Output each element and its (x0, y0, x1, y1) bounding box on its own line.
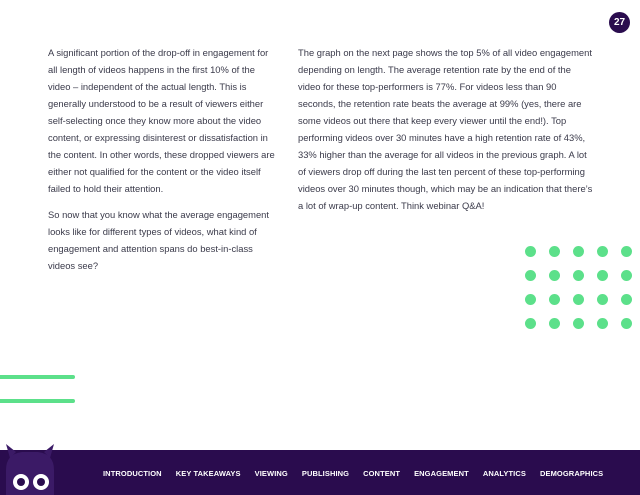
dot (573, 294, 584, 305)
nav-publishing[interactable]: PUBLISHING (301, 469, 350, 478)
dot (621, 318, 632, 329)
dot (549, 318, 560, 329)
dot (621, 294, 632, 305)
dot (597, 294, 608, 305)
dot (621, 246, 632, 257)
decorative-green-bar (0, 399, 75, 403)
nav-viewing[interactable]: VIEWING (254, 469, 288, 478)
left-text-column (48, 44, 278, 283)
dot (621, 270, 632, 281)
dot (597, 246, 608, 257)
nav-content[interactable]: CONTENT (363, 469, 401, 478)
dot (549, 294, 560, 305)
dot (573, 270, 584, 281)
right-text-column (298, 44, 594, 223)
dot (525, 270, 536, 281)
decorative-green-bar (0, 375, 75, 379)
dot (525, 294, 536, 305)
dot (549, 270, 560, 281)
right-paragraph-1: The graph on the next page shows the top 5% of all video engagement depending on length. The average retention rate by the end of the video for these top-performers is 77%. For videos less than 90 seconds, the retention rate beats the average at 99% (yes, there are some videos out there that keep every viewer until the end!). Top performing videos over 30 minutes have a high retention rate of 43%, 33% higher than the average for all videos in the previous graph. A lot of viewers drop off during the last ten percent of these top-performing videos over 30 minutes though, which may be an indication that there’s a lot of wrap-up content. Think webinar Q&A! (298, 47, 593, 211)
dot (549, 246, 560, 257)
dot (525, 246, 536, 257)
nav-engagement[interactable]: ENGAGEMENT (414, 469, 469, 478)
page-number-badge: 27 (609, 12, 630, 33)
nav-key-takeaways[interactable]: KEY TAKEAWAYS (175, 469, 241, 478)
nav-demographics[interactable]: DEMOGRAPHICS (539, 469, 604, 478)
dot (525, 318, 536, 329)
footer-nav (103, 469, 603, 478)
nav-introduction[interactable]: INTRODUCTION (103, 469, 162, 478)
dot (573, 246, 584, 257)
dot (597, 318, 608, 329)
nav-analytics[interactable]: ANALYTICS (482, 469, 526, 478)
dot (573, 318, 584, 329)
left-paragraph-1: A significant portion of the drop-off in engagement for all length of videos happens in the first 10% of the video – independent of the actual length. This is generally understood to be a result of viewers either self-selecting once they know more about the video content, or expressing disinterest or dissatisfaction in the content. In other words, these dropped viewers are either not qualified for the content or the video itself failed to hold their attention. (48, 47, 275, 194)
decorative-dot-grid (525, 246, 632, 329)
left-paragraph-2: So now that you know what the average engagement looks like for different types of videos, what kind of engagement and attention spans do best-in-class videos see? (48, 209, 269, 271)
robot-mascot-icon (0, 440, 60, 495)
dot (597, 270, 608, 281)
